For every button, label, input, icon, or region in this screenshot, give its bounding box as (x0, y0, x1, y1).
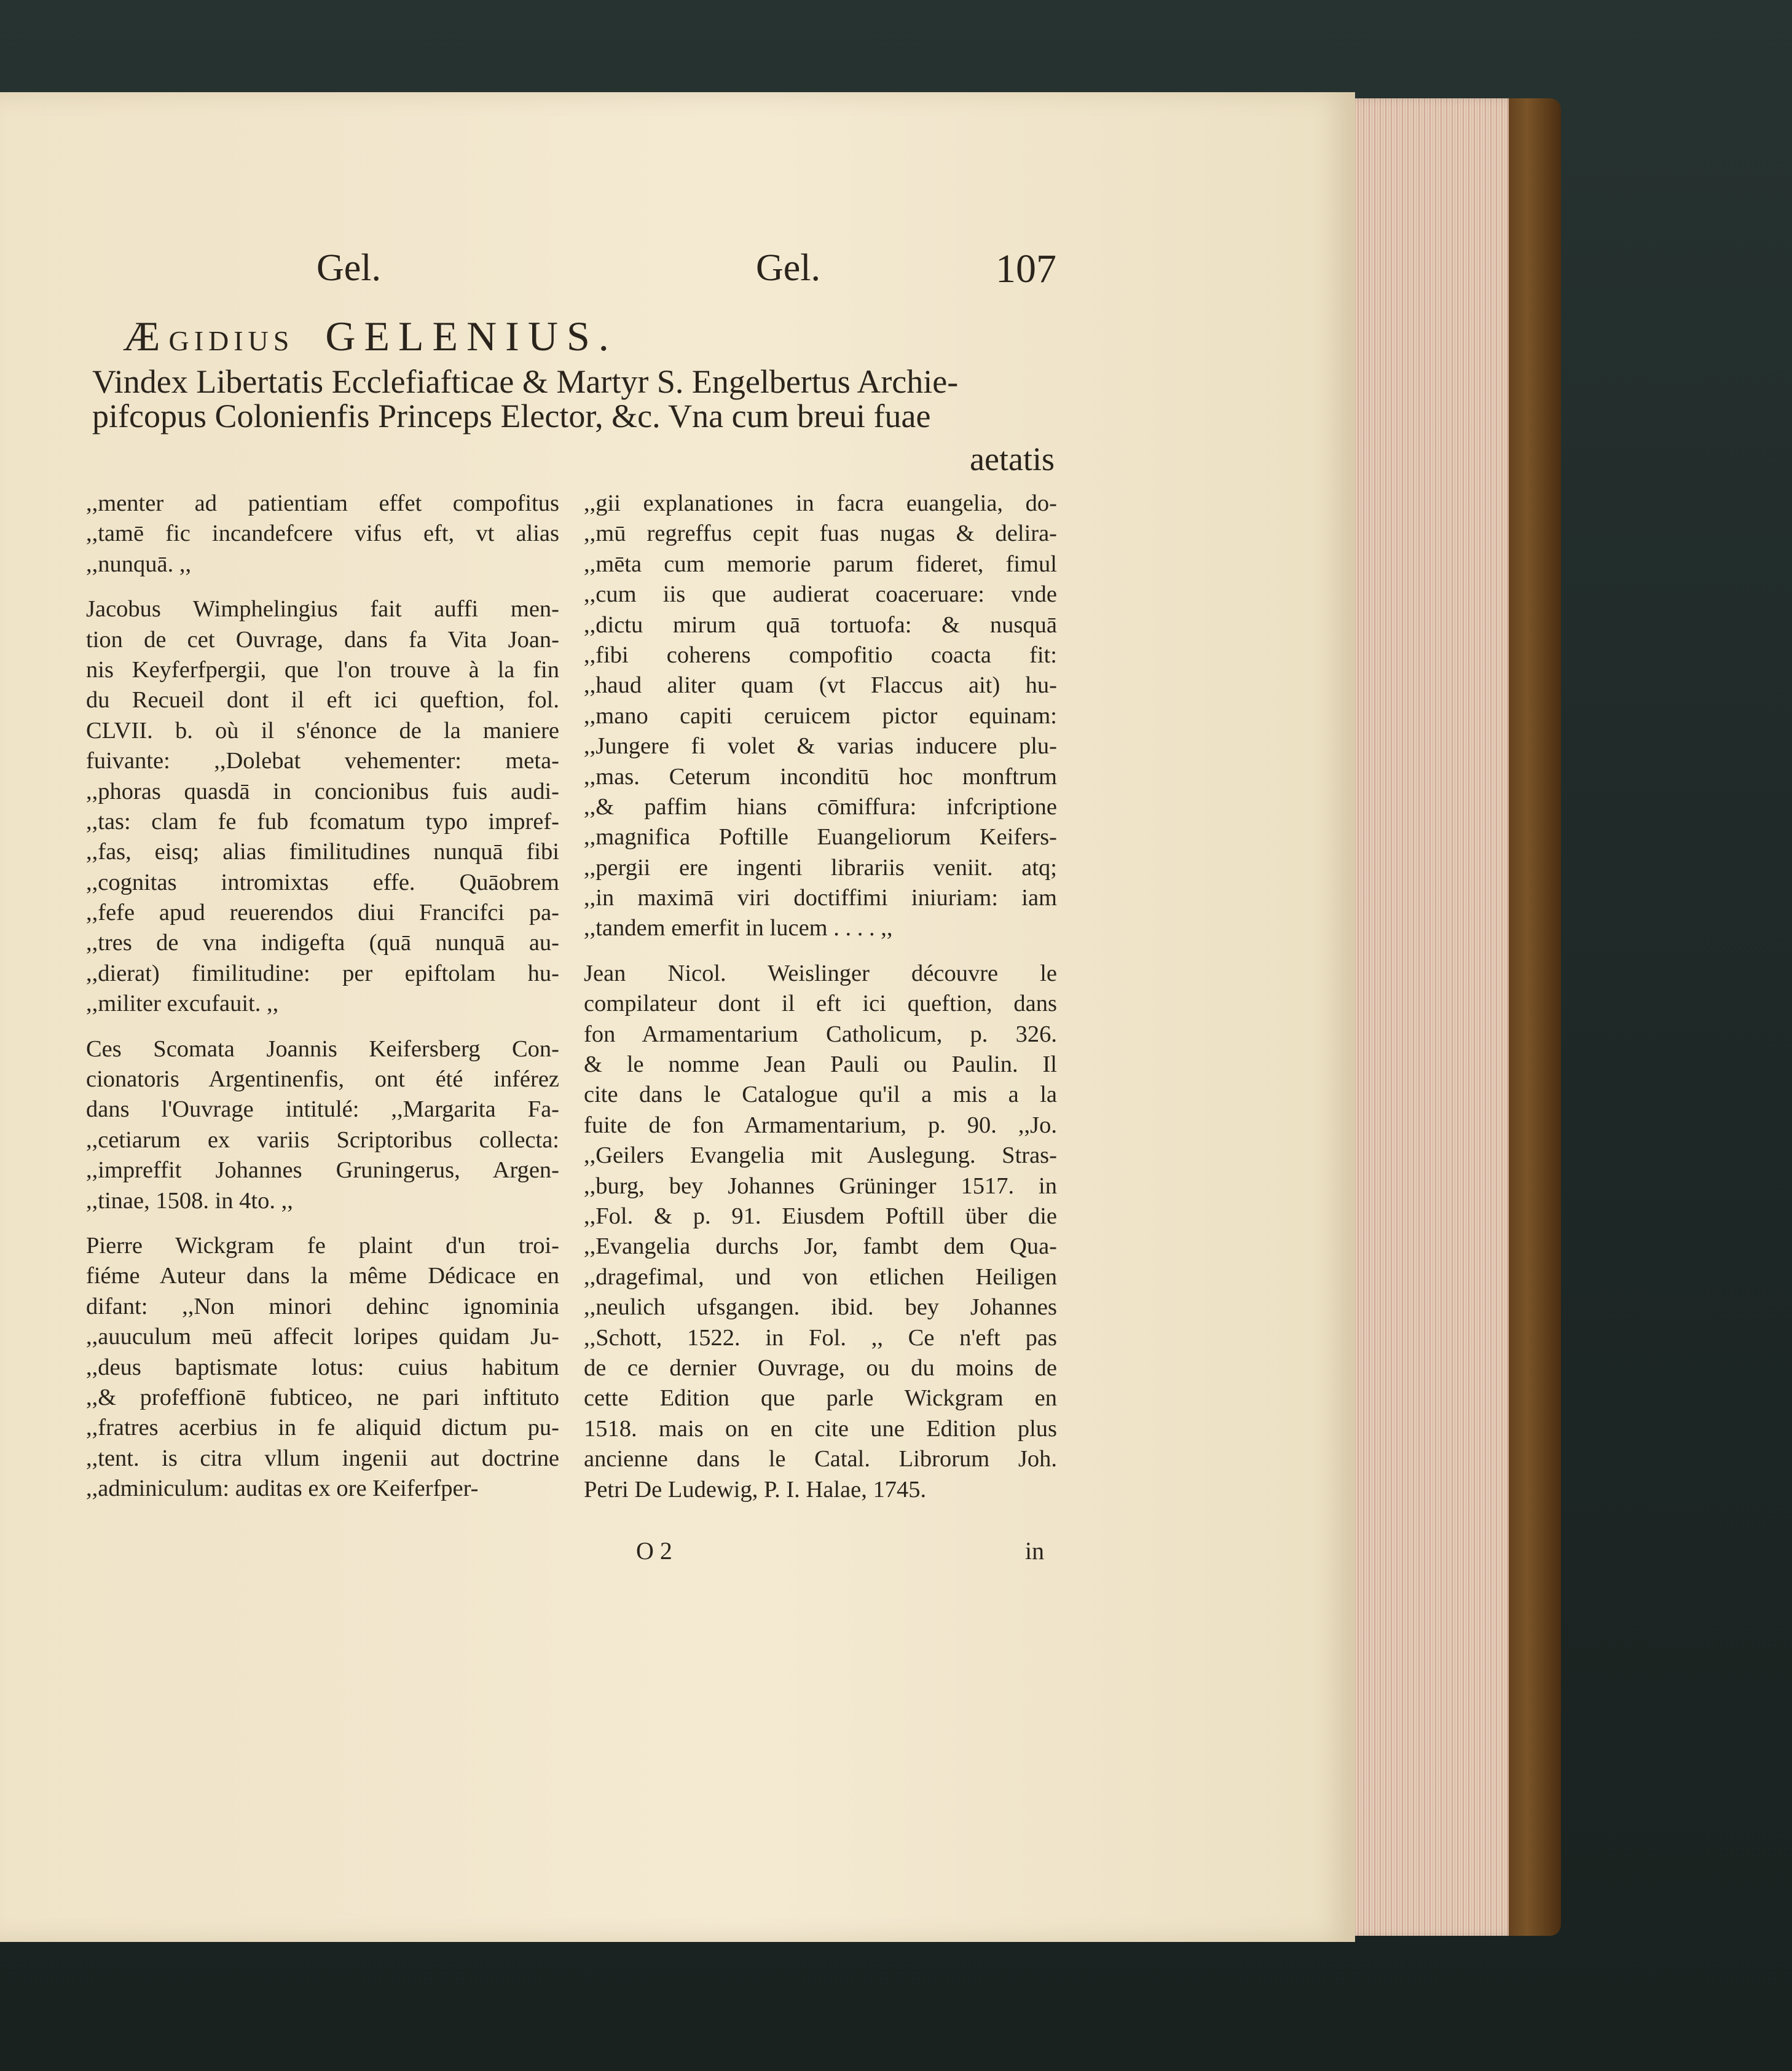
text-line: ,,mas. Ceterum inconditū hoc monftrum (584, 763, 1057, 790)
text-line: ,,mū regreffus cepit fuas nugas & delira- (584, 521, 1057, 547)
text-line: de ce dernier Ouvrage, ou du moins de (584, 1354, 1057, 1381)
text-line: ,,gii explanationes in facra euangelia, do- (584, 490, 1057, 516)
text-line: Petri De Ludewig, P. I. Halae, 1745. (584, 1476, 927, 1503)
text-line: Ces Scomata Joannis Keifersberg Con- (86, 1036, 559, 1062)
catchword: in (1025, 1537, 1045, 1565)
paragraph-gap (86, 580, 559, 594)
text-line: ,,tres de vna indigefta (quā nunquā au- (86, 930, 559, 956)
subtitle-line-3: aetatis (970, 441, 1055, 477)
text-line: ,,fas, eisq; alias fimilitudines nunquā fibi (86, 839, 559, 865)
text-line: fuite de fon Armamentarium, p. 90. ,,Jo. (584, 1112, 1057, 1138)
text-line: fuivante: ,,Dolebat vehementer: meta- (86, 748, 559, 774)
text-line: & le nomme Jean Pauli ou Paulin. Il (584, 1051, 1057, 1078)
text-line: ,,Geilers Evangelia mit Auslegung. Stras- (584, 1142, 1057, 1169)
text-line: du Recueil dont il eft ici queftion, fol. (86, 687, 559, 713)
text-line: ,,cum iis que audierat coaceruare: vnde (584, 581, 1057, 608)
text-line: fiéme Auteur dans la même Dédicace en (86, 1263, 559, 1289)
text-line: tion de cet Ouvrage, dans fa Vita Joan- (86, 626, 559, 653)
text-line: ,,in maximā viri doctiffimi iniuriam: iam (584, 885, 1057, 911)
text-line: ,,pergii ere ingenti librariis veniit. atq; (584, 854, 1057, 881)
text-line: ,,fibi coherens compofitio coacta fit: (584, 642, 1057, 668)
text-line: ,,& paffim hians cōmiffura: infcriptione (584, 793, 1057, 820)
text-line: ancienne dans le Catal. Librorum Joh. (584, 1446, 1057, 1472)
title-surname: GELENIUS. (325, 313, 618, 360)
paragraph-gap (86, 1020, 559, 1034)
text-line: ,,militer excufauit. ,, (86, 991, 279, 1017)
text-line: 1518. mais on en cite une Edition plus (584, 1415, 1057, 1442)
text-line: ,,menter ad patientiam effet compofitus (86, 490, 559, 516)
text-line: ,,mano capiti ceruicem pictor equinam: (584, 702, 1057, 729)
page-number: 107 (996, 246, 1056, 291)
text-line: ,,dierat) fimilitudine: per epiftolam hu- (86, 960, 559, 986)
text-line: ,,Evangelia durchs Jor, fambt dem Qua- (584, 1233, 1057, 1260)
text-line: ,,fefe apud reuerendos diui Francifci pa- (86, 900, 559, 926)
left-column (86, 489, 559, 1504)
signature-mark: O 2 (636, 1537, 672, 1565)
text-line: cette Edition que parle Wickgram en (584, 1385, 1057, 1412)
book-cover-edge (1499, 98, 1561, 1936)
text-line: ,,impreffit Johannes Gruningerus, Argen- (86, 1157, 559, 1184)
paragraph-gap (86, 1216, 559, 1231)
text-line: compilateur dont il eft ici queftion, dans (584, 991, 1057, 1017)
subtitle-line-1: Vindex Libertatis Ecclefiafticae & Martyr S. Engelbertus Archie- (92, 363, 959, 400)
text-line: ,,fratres acerbius in fe aliquid dictum pu- (86, 1415, 559, 1441)
text-line: ,,phoras quasdā in concionibus fuis audi- (86, 778, 559, 804)
text-line: difant: ,,Non minori dehinc ignominia (86, 1293, 559, 1319)
running-head-center: Gel. (756, 247, 821, 289)
text-line: Jean Nicol. Weislinger découvre le (584, 960, 1057, 986)
text-line: ,,cetiarum ex variis Scriptoribus collecta: (86, 1126, 559, 1153)
text-line: ,,haud aliter quam (vt Flaccus ait) hu- (584, 672, 1057, 699)
text-line: ,,neulich ufsgangen. ibid. bey Johannes (584, 1294, 1057, 1321)
text-line: ,,tamē fic incandefcere vifus eft, vt alias (86, 521, 559, 547)
text-line: CLVII. b. où il s'énonce de la maniere (86, 717, 559, 744)
text-line: Jacobus Wimphelingius fait auffi men- (86, 596, 559, 623)
text-line: ,,Schott, 1522. in Fol. ,, Ce n'eft pas (584, 1324, 1057, 1351)
text-line: ,,& profeffionē fubticeo, ne pari inftituto (86, 1384, 559, 1410)
text-line: ,,magnifica Poftille Euangeliorum Keifers- (584, 824, 1057, 851)
text-line: ,,Fol. & p. 91. Eiusdem Poftill über die (584, 1203, 1057, 1229)
text-line: ,,tas: clam fe fub fcomatum typo impref- (86, 808, 559, 835)
title-first-letter: Æ (123, 313, 169, 360)
page-edges (1343, 98, 1509, 1936)
text-line: ,,burg, bey Johannes Grüninger 1517. in (584, 1173, 1057, 1199)
running-head-left: Gel. (316, 247, 382, 289)
text-line: ,,adminiculum: auditas ex ore Keiferfper- (86, 1476, 479, 1502)
text-line: cionatoris Argentinenfis, ont été inférez (86, 1066, 559, 1093)
text-line: ,,Jungere fi volet & varias inducere plu- (584, 733, 1057, 760)
title-first-rest: GIDIUS (168, 325, 294, 356)
text-line: ,,dragefimal, und von etlichen Heiligen (584, 1263, 1057, 1290)
text-line: ,,nunquā. ,, (86, 551, 192, 577)
text-line: ,,tinae, 1508. in 4to. ,, (86, 1187, 293, 1214)
text-line: ,,mēta cum memorie parum fideret, fimul (584, 551, 1057, 577)
text-line: ,,auuculum meū affecit loripes quidam Ju- (86, 1324, 559, 1350)
text-line: ,,dictu mirum quā tortuofa: & nusquā (584, 611, 1057, 638)
text-line: cite dans le Catalogue qu'il a mis a la (584, 1082, 1057, 1108)
text-line: Pierre Wickgram fe plaint d'un troi- (86, 1232, 559, 1259)
text-line: nis Keyferfpergii, que l'on trouve à la fin (86, 656, 559, 683)
text-line: dans l'Ouvrage intitulé: ,,Margarita Fa- (86, 1096, 559, 1123)
text-line: ,,tent. is citra vllum ingenii aut doctrine (86, 1445, 559, 1471)
text-line: ,,deus baptismate lotus: cuius habitum (86, 1354, 559, 1380)
text-line: fon Armamentarium Catholicum, p. 326. (584, 1021, 1057, 1047)
entry-title (123, 312, 618, 361)
text-line: ,,cognitas intromixtas effe. Quāobrem (86, 869, 559, 895)
right-column (584, 489, 1057, 1505)
text-line: ,,tandem emerfit in lucem . . . . ,, (584, 915, 893, 941)
subtitle-line-2: pifcopus Colonienfis Princeps Elector, &c. Vna cum breui fuae (92, 398, 931, 434)
paragraph-gap (584, 944, 1057, 959)
